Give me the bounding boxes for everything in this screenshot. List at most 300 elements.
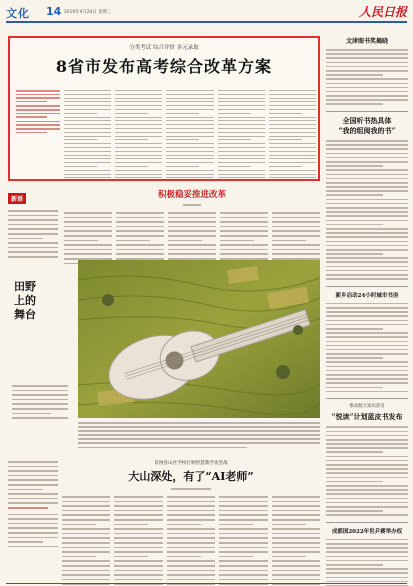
text-line [219,574,267,576]
text-line [64,132,111,133]
text-line [167,510,215,512]
text-line [219,579,267,581]
text-line [326,228,408,230]
feature-body [64,90,316,178]
text-line [166,162,213,163]
text-line [218,158,265,159]
text-line [166,101,213,102]
text-line [64,98,111,99]
text-line [220,217,268,219]
text-line [272,221,320,223]
ai-byline [62,486,320,491]
text-line [269,132,316,133]
aerial-guitar-stage-photo [78,260,320,418]
text-line [115,177,162,178]
text-line [116,249,164,251]
text-line [62,505,110,507]
text-line [12,417,68,419]
text-line [166,117,213,118]
text-line [326,353,408,355]
text-line [115,98,162,99]
text-line [8,532,58,534]
text-line [8,502,58,504]
text-line [115,105,162,106]
text-line [116,226,164,228]
feature-headline: 8省市发布高考综合改革方案 [55,57,273,76]
text-line [78,438,320,440]
text-line [8,461,58,463]
text-line [326,382,408,384]
text-line [64,94,111,95]
text-line [326,489,408,491]
brief-headline[interactable]: 全国听书热具体 [342,116,392,126]
text-line [326,568,408,570]
text-line [269,90,316,91]
text-line [115,170,162,171]
text-line [168,240,202,242]
text-line [8,484,58,486]
text-line [62,501,110,503]
text-line [218,124,265,125]
text-line [62,551,110,553]
text-line [218,155,265,156]
text-line [167,524,201,526]
brief-headline[interactable]: 新乡启动24小时城市书房 [335,292,399,299]
text-line [116,253,164,255]
text-line [272,212,320,214]
text-line [62,510,110,512]
text-line [116,244,164,246]
text-line [114,501,162,503]
text-line [166,177,213,178]
text-line [326,460,408,462]
text-line [8,541,43,543]
text-line [326,257,408,259]
section-name: 文化 [6,7,30,20]
text-line [8,256,58,258]
text-line [326,215,408,217]
text-line [115,120,162,121]
issue-date: 2019年4月24日 星期三 [64,10,112,15]
text-line [12,385,68,387]
brief-body [326,303,408,393]
text-line [166,166,199,167]
text-line [326,253,383,255]
text-line [115,155,162,156]
text-line [78,434,320,436]
text-line [326,161,408,163]
feature-kicker: 分类考试 综合评价 多元录取 [129,45,199,51]
commentary-box [8,186,58,256]
text-line [114,551,162,553]
text-line [220,212,268,214]
text-line [272,551,320,553]
text-line [218,151,265,152]
text-line [326,261,408,263]
text-line [168,230,216,232]
text-line [326,190,408,192]
ai-body [62,496,320,586]
text-column [168,212,216,264]
text-line [326,91,408,93]
text-line [64,113,97,114]
text-line [326,199,408,201]
text-line [218,162,265,163]
text-line [272,249,320,251]
text-line [326,543,408,545]
text-line [62,565,110,567]
text-line [168,217,216,219]
text-line [8,479,58,481]
text-column [114,496,162,586]
text-line [326,103,383,105]
text-line [326,140,408,142]
text-line [64,162,111,163]
text-line [326,514,408,516]
text-line [269,143,316,144]
text-line [12,403,68,405]
text-line [62,542,110,544]
text-line [167,519,215,521]
text-line [12,399,68,401]
text-line [114,542,162,544]
text-line [62,560,110,562]
text-line [220,240,254,242]
brief-body [326,539,408,586]
text-line [168,212,216,214]
text-line [218,136,265,137]
text-line [219,537,267,539]
text-line [218,105,265,106]
brief-body [326,426,408,516]
text-line [219,510,267,512]
text-line [326,336,408,338]
text-line [62,537,110,539]
text-line [115,128,162,129]
text-line [269,158,316,159]
text-line [62,574,110,576]
text-line [8,466,58,468]
text-line [218,174,265,175]
text-line [64,143,111,144]
text-line [326,349,408,351]
text-line [219,556,253,558]
text-line [8,537,58,539]
text-line [115,101,162,102]
text-line [326,387,383,389]
text-line [326,564,383,566]
text-line [167,537,215,539]
text-line [8,514,58,516]
text-line [219,501,267,503]
text-line [114,505,162,507]
text-line [269,139,302,140]
text-line [218,139,251,140]
text-line [8,242,58,244]
text-line [168,235,216,237]
reform-commentary[interactable] [64,186,320,256]
text-line [64,240,98,242]
brief-body [326,49,408,105]
text-line [8,247,58,249]
text-line [272,574,320,576]
text-line [326,83,408,85]
text-line [64,155,111,156]
text-line [326,270,408,272]
text-line [326,266,408,268]
text-line [219,514,267,516]
text-line [269,117,316,118]
text-line [272,547,320,549]
text-column [116,212,164,264]
lead-point [16,90,60,102]
text-line [64,147,111,148]
brief-headline[interactable]: 成都国2022年世乒赛举办权 [331,528,403,535]
text-line [326,236,408,238]
text-line [272,514,320,516]
text-line [326,502,408,504]
ai-sidebar-body [8,514,58,548]
text-line [269,109,316,110]
text-line [166,120,213,121]
text-line [272,533,320,535]
text-line [114,528,162,530]
text-line [220,230,268,232]
text-line [326,324,408,326]
text-line [326,366,408,368]
text-line [166,139,199,140]
text-line [218,101,265,102]
text-line [114,533,162,535]
text-line [326,174,408,176]
text-column [220,212,268,264]
text-line [166,170,213,171]
text-line [269,124,316,125]
text-line [272,253,320,255]
text-line [114,496,162,498]
text-line [62,579,110,581]
feature-lead-points [16,90,60,136]
text-line [272,556,306,558]
commentary-label: 新语 [8,193,26,204]
text-line [167,556,201,558]
text-line [115,94,162,95]
text-line [114,570,162,572]
text-line [166,109,213,110]
text-line [269,177,316,178]
text-line [326,320,408,322]
text-line [167,501,215,503]
text-line [272,230,320,232]
text-column [64,212,112,264]
text-line [269,155,316,156]
text-line [166,128,213,129]
text-line [64,109,111,110]
text-line [8,228,58,230]
text-line [64,90,111,91]
ai-kicker: 贫困县山区学校打响智慧教学攻坚战 [154,461,228,466]
text-line [272,565,320,567]
text-line [326,245,408,247]
text-line [326,464,408,466]
text-line [219,551,267,553]
text-line [167,551,215,553]
text-line [272,496,320,498]
text-line [64,124,111,125]
text-line [8,238,43,240]
text-line [269,151,316,152]
text-line [272,226,320,228]
text-line [218,120,265,121]
text-line [326,426,408,428]
brief-subhead: “我的组阅我的书” [338,126,396,136]
text-line [326,506,408,508]
text-line [167,505,215,507]
text-line [326,157,408,159]
brief-title[interactable]: 文津图书奖揭晓 [345,38,388,45]
text-line [326,431,408,433]
text-line [326,435,408,437]
text-line [167,528,215,530]
text-line [114,565,162,567]
text-line [272,244,320,246]
text-line [326,303,408,305]
text-line [218,147,265,148]
text-line [272,505,320,507]
text-line [326,556,408,558]
text-line [326,186,408,188]
text-line [64,158,111,159]
lead-point [16,121,60,133]
text-line [167,542,215,544]
divider [326,398,408,399]
text-column [218,90,265,178]
divider [326,286,408,287]
text-line [78,426,320,428]
text-line [326,539,408,541]
text-line [8,518,58,520]
text-column [219,496,267,586]
text-line [326,577,408,579]
text-line [220,226,268,228]
text-line [64,230,112,232]
text-line [269,128,316,129]
text-line [219,528,267,530]
text-line [326,510,383,512]
text-line [220,253,268,255]
feature-article[interactable] [8,36,320,181]
text-line [220,249,268,251]
text-line [64,174,111,175]
text-line [115,162,162,163]
text-line [269,113,302,114]
text-line [326,207,408,209]
text-line [326,70,408,72]
text-line [115,139,148,140]
text-column [272,496,320,586]
text-line [167,574,215,576]
text-line [64,105,111,106]
text-line [115,109,162,110]
text-line [326,439,408,441]
text-line [116,217,164,219]
text-line [326,374,408,376]
text-line [64,139,97,140]
text-column [272,212,320,264]
text-line [326,391,408,393]
text-column [64,90,111,178]
text-line [167,547,215,549]
photo-caption [78,422,320,448]
footer-rule [6,583,407,584]
text-line [326,144,408,146]
text-line [167,565,215,567]
masthead-rule [6,21,407,23]
text-line [326,278,408,280]
text-line [219,524,253,526]
text-line [166,94,213,95]
text-line [326,53,408,55]
text-line [62,547,110,549]
text-line [64,101,111,102]
text-line [326,341,408,343]
photo-feature [8,260,320,450]
text-line [272,570,320,572]
text-line [64,166,97,167]
text-line [12,413,51,415]
text-line [326,493,408,495]
text-line [8,215,58,217]
text-line [114,537,162,539]
text-line [219,542,267,544]
text-line [326,220,408,222]
text-line [167,570,215,572]
text-line [8,475,58,477]
text-line [218,90,265,91]
text-line [115,117,162,118]
text-line [326,547,408,549]
text-line [272,240,306,242]
text-line [64,120,111,121]
text-line [326,153,408,155]
text-line [62,570,110,572]
text-line [62,533,110,535]
text-line [115,166,148,167]
ai-teacher-article[interactable] [8,456,320,582]
text-line [218,170,265,171]
text-line [218,177,265,178]
text-line [115,174,162,175]
text-line [62,496,110,498]
text-line [8,219,58,221]
brief-headline[interactable]: “悦读”计划蓝皮书发布 [331,412,403,422]
text-line [8,527,58,529]
text-line [326,357,383,359]
text-line [272,560,320,562]
text-line [114,524,148,526]
text-line [116,240,150,242]
text-line [116,235,164,237]
text-line [272,537,320,539]
reform-byline [64,202,320,207]
text-line [218,143,265,144]
text-line [8,251,58,253]
text-line [218,117,265,118]
text-line [326,95,408,97]
text-line [326,447,408,449]
text-line [8,523,58,525]
text-line [115,90,162,91]
